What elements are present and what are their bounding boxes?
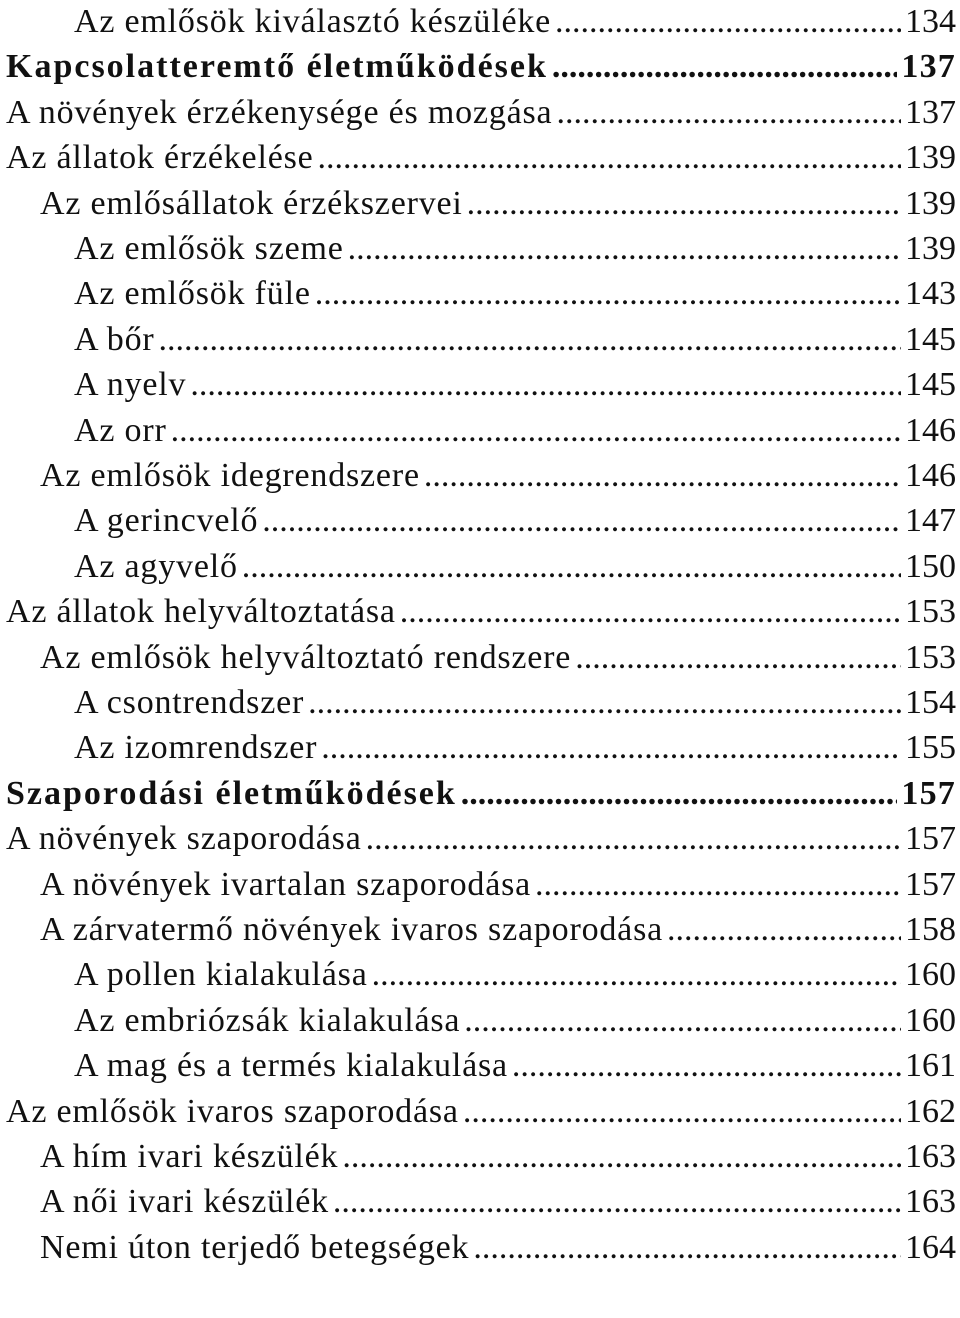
toc-entry[interactable]: [0, 363, 960, 407]
toc-dot-leader: [318, 136, 901, 180]
toc-page-number: 158: [905, 911, 956, 948]
toc-entry[interactable]: [0, 499, 960, 543]
toc-entry[interactable]: [0, 908, 960, 952]
toc-page-number: 143: [905, 275, 956, 313]
toc-entry[interactable]: [0, 0, 960, 44]
toc-entry[interactable]: [0, 1180, 960, 1224]
toc-entry-title: A növények érzékenysége és mozgása: [6, 93, 553, 131]
toc-entry-title: Az emlősök szeme: [74, 230, 344, 267]
toc-entry[interactable]: [0, 227, 960, 271]
toc-dot-leader: [333, 1180, 901, 1224]
toc-page-number: 153: [905, 593, 956, 631]
toc-entry-title: Az orr: [74, 411, 167, 449]
toc-dot-leader: [242, 545, 901, 589]
toc-dot-leader: [262, 499, 901, 543]
toc-entry-title: A nyelv: [74, 366, 187, 404]
toc-page-number: 163: [905, 1138, 956, 1175]
toc-dot-leader: [372, 953, 901, 997]
toc-entry-title: A bőr: [74, 320, 155, 358]
toc-entry-title: A csontrendszer: [74, 684, 305, 721]
toc-entry[interactable]: [0, 454, 960, 498]
toc-entry-title: Az emlősök ivaros szaporodása: [6, 1092, 459, 1130]
toc-dot-leader: [667, 908, 901, 952]
toc-entry-title: A zárvatermő növények ivaros szaporodása: [40, 911, 663, 948]
toc-entry[interactable]: [0, 636, 960, 680]
toc-entry-title: A növények szaporodása: [6, 820, 362, 858]
toc-entry[interactable]: [0, 318, 960, 362]
toc-entry-title: A gerincvelő: [74, 502, 259, 540]
toc-page-number: 147: [905, 502, 956, 540]
toc-entry-title: Az emlősök füle: [74, 275, 311, 313]
toc-dot-leader: [552, 45, 897, 89]
toc-page-number: 160: [905, 1001, 956, 1039]
toc-dot-leader: [159, 318, 902, 362]
toc-dot-leader: [424, 454, 901, 498]
toc-entry-title: Szaporodási életműködések: [6, 774, 457, 812]
toc-entry[interactable]: [0, 590, 960, 634]
toc-entry[interactable]: [0, 272, 960, 316]
toc-entry-title: Az emlősállatok érzékszervei: [40, 184, 463, 222]
toc-entry-title: Nemi úton terjedő betegségek: [40, 1228, 470, 1266]
toc-dot-leader: [366, 817, 901, 861]
toc-entry[interactable]: [0, 1090, 960, 1134]
toc-page-number: 134: [905, 3, 956, 40]
toc-entry-title: Kapcsolatteremtő életműködések: [6, 48, 548, 86]
toc-entry[interactable]: [0, 91, 960, 135]
toc-entry-title: A növények ivartalan szaporodása: [40, 865, 532, 903]
toc-dot-leader: [321, 726, 901, 770]
toc-page-number: 139: [905, 230, 956, 267]
toc-dot-leader: [555, 0, 901, 44]
toc-entry-title: A női ivari készülék: [40, 1183, 329, 1221]
toc-page-number: 153: [905, 638, 956, 676]
toc-dot-leader: [535, 863, 901, 907]
toc-entry[interactable]: [0, 1226, 960, 1270]
toc-page-number: 137: [901, 48, 956, 86]
toc-entry[interactable]: [0, 545, 960, 589]
toc-dot-leader: [575, 636, 901, 680]
toc-entry-title: Az emlősök idegrendszere: [40, 457, 420, 494]
toc-page-number: 157: [901, 774, 956, 812]
toc-page-number: 145: [905, 320, 956, 358]
toc-entry[interactable]: [0, 1044, 960, 1088]
toc-entry-title: Az izomrendszer: [74, 729, 318, 767]
toc-entry[interactable]: [0, 953, 960, 997]
toc-entry[interactable]: [0, 681, 960, 725]
toc-page-number: 157: [905, 820, 956, 858]
toc-dot-leader: [342, 1135, 901, 1179]
toc-entry[interactable]: [0, 863, 960, 907]
toc-dot-leader: [400, 590, 901, 634]
toc-dot-leader: [473, 1226, 901, 1270]
toc-dot-leader: [467, 182, 901, 226]
toc-dot-leader: [464, 999, 901, 1043]
toc-dot-leader: [512, 1044, 901, 1088]
toc-page-number: 157: [905, 865, 956, 903]
toc-page-number: 164: [905, 1228, 956, 1266]
toc-entry-title: Az emlősök kiválasztó készüléke: [74, 3, 552, 40]
toc-page-number: 163: [905, 1183, 956, 1221]
toc-entry[interactable]: [0, 999, 960, 1043]
toc-dot-leader: [556, 91, 901, 135]
toc-dot-leader: [171, 409, 901, 453]
toc-page-number: 161: [905, 1047, 956, 1085]
toc-entry-title: A hím ivari készülék: [40, 1138, 339, 1175]
toc-dot-leader: [315, 272, 901, 316]
toc-entry-title: Az állatok helyváltoztatása: [6, 593, 396, 631]
toc-dot-leader: [463, 1090, 901, 1134]
toc-page-number: 155: [905, 729, 956, 767]
toc-page-number: 160: [905, 956, 956, 994]
toc-dot-leader: [461, 772, 898, 816]
toc-page-number: 139: [905, 139, 956, 177]
toc-entry-title: Az emlősök helyváltoztató rendszere: [40, 638, 572, 676]
toc-section-heading[interactable]: [0, 772, 960, 816]
toc-entry-title: A pollen kialakulása: [74, 956, 368, 994]
toc-page-number: 137: [905, 93, 956, 131]
toc-entry[interactable]: [0, 817, 960, 861]
toc-dot-leader: [190, 363, 901, 407]
toc-entry-title: Az agyvelő: [74, 547, 238, 585]
toc-entry[interactable]: [0, 136, 960, 180]
toc-dot-leader: [348, 227, 901, 271]
toc-page-number: 154: [905, 684, 956, 721]
toc-entry[interactable]: [0, 409, 960, 453]
toc-entry-title: Az állatok érzékelése: [6, 139, 314, 177]
toc-entry-title: A mag és a termés kialakulása: [74, 1047, 508, 1085]
toc-page-number: 146: [905, 411, 956, 449]
toc-entry[interactable]: [0, 726, 960, 770]
toc-page-number: 146: [905, 457, 956, 494]
toc-page-number: 162: [905, 1092, 956, 1130]
toc-page-number: 150: [905, 547, 956, 585]
toc-entry[interactable]: [0, 182, 960, 226]
toc-entry[interactable]: [0, 1135, 960, 1179]
toc-section-heading[interactable]: [0, 45, 960, 89]
toc-page-number: 145: [905, 366, 956, 404]
toc-dot-leader: [308, 681, 901, 725]
toc-entry-title: Az embriózsák kialakulása: [74, 1001, 461, 1039]
toc-page-number: 139: [905, 184, 956, 222]
